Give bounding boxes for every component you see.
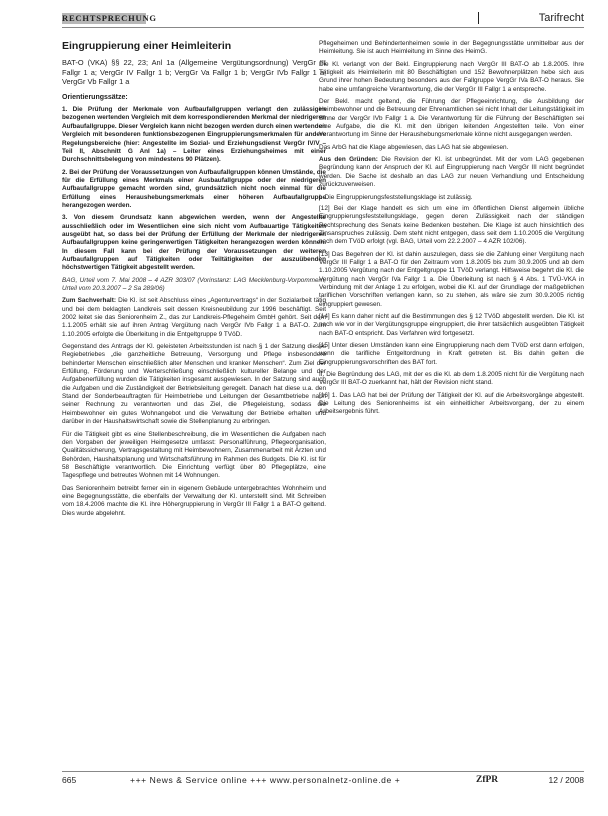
issue-number: 12 / 2008 (548, 775, 584, 785)
numbered-paragraph-14: [14] Es kann daher nicht auf die Bestimmungen des § 12 TVöD abgestellt werden. Die Kl. ist nach wie vor in der Vergütungsgruppe eingruppiert, die ihrer tatsächlich ausgeübten Tätigkeit nach BAT-O entspricht. Das Verfahren wird fortgesetzt. (319, 312, 584, 337)
numbered-paragraph-12: [12] Bei der Klage handelt es sich um eine im öffentlichen Dienst allgemein übliche Eingruppierungsfeststellungsklage, gegen deren Zulässigkeit nach der ständigen Rechtsprechung des Senats keine Bedenken bestehen. Die Klage ist auch hinsichtlich des Zinsanspruches zulässig. Dem steht nicht entgegen, dass seit dem 1.10.2005 die Vergütung nach dem TVöD erfolgt (vgl. BAG, Urteil vom 22.2.2007 – 4 AZR 102/06). (319, 204, 584, 246)
section-heading: I. Die Eingruppierungsfeststellungsklage ist zulässig. (319, 193, 473, 201)
category-label: Tarifrecht (538, 12, 584, 24)
footer-tagline-link[interactable]: +++ News & Service online +++ www.personalnetz-online.de + (130, 775, 401, 785)
numbered-paragraph-16: [16] 1. Das LAG hat bei der Prüfung der Tätigkeit der Kl. auf die Arbeitsvorgänge abgestellt. Die Leitung des Seniorenheims ist ein einheitlicher Arbeitsvorgang, der zu einem Arbeitsergebnis führt. (319, 391, 584, 416)
right-intro-1: Pflegeheimen und Behindertenheimen sowie in der Begegnungsstätte unmittelbar aus der Heimleitung. Sie ist auch Heimleitung im Sinne des HeimG. (319, 40, 584, 56)
left-column (62, 40, 326, 522)
facts-paragraph-2: Gegenstand des Antrags der Kl. geleisteten Arbeitsstunden ist nach § 1 der Satzung dieses Regiebetriebes „die ganzheitliche Betreuung, Versorgung und Pflege insbesondere behinderter Menschen einschließlich alter Menschen und kranker Menschen“. Zum Ziel der Erfüllung, Förderung und Werterschließung einschließlich kultureller Belange und der Aufgabenerfüllung wurden die Tätigkeiten insgesamt ausgewiesen. In der Satzung sind auch die Aufgaben und die Zuständigkeit der Betriebsleitung geregelt. Danach hat diese u.a. den Stand der Sonderbeauftragten für Heimbetriebe und Leitungen der Gesamtbetriebe nach seiner Rechnung zu verantworten und das Ziel, die Pflegeleistung, sodass die Heimbewohner ein gutes Wohnangebot und die Verwaltung der Betriebe erhalten und darüber in der Haushaltswirtschaft sowie die Stellenplanung zu erbringen. (62, 343, 326, 426)
right-column (319, 40, 584, 421)
page-number: 665 (62, 775, 77, 785)
reasons-heading: Aus den Gründen: (319, 156, 378, 164)
principle-3: 3. Von diesem Grundsatz kann abgewichen werden, wenn der Angestellte ausschließlich oder im Wesentlichen eine sich nicht vom Aufbauartige Tätigkeiten ausgeübt hat, so dass bei der Prüfung der Erfüllung der Merkmale der niedrigeren Aufbaufallgruppen keine geringerwertigen Tätigkeiten herangezogen werden können. In diesem Fall kann bei der Prüfung der Voraussetzungen der weiteren Aufbaufallgruppen auf Tätigkeiten oder Teiltätigkeiten der auszuübenden höchstwertigen Tätigkeit abgestellt werden. (62, 214, 326, 272)
facts-paragraph-3: Für die Tätigkeit gibt es eine Stellenbeschreibung, die im Wesentlichen die Aufgaben nach den Vorgaben der jeweiligen Heimgesetze umfasst: Personalführung, Pflegeorganisation, Qualitätssicherung, Vertragsgestaltung mit Heimbewohnern, Zusammenarbeit mit Ärzten und Behörden, Haushaltsplanung und Wirtschaftsführung im Rahmen des Budgets. Die Kl. ist für 58 Beschäftigte verantwortlich. Die Einrichtung verfügt über 80 Pflegeplätze, eine Tagespflege und betreutes Wohnen mit 14 Wohnungen. (62, 430, 326, 480)
reasons-intro: Die Revision der Kl. ist unbegründet. Mit der vom LAG gegebenen Begründung kann der Anspruch der Kl. auf Eingruppierung nach VergGr III nicht begründet werden. Die Sache ist deshalb an das LAG zur neuen Verhandlung und Entscheidung zurückzuverweisen. (319, 156, 584, 189)
right-intro-2: Die Kl. verlangt von der Bekl. Eingruppierung nach VergGr III BAT-O ab 1.8.2005. Ihre Tätigkeit als Heimleiterin mit 80 Beschäftigten und 152 Bewohnerplätzen hebe sich aus Grund ihrer hohen Bedeutung besonders aus der Fallgruppe VergGr IVa BAT-O heraus. Sie habe eine umfangreiche Verantwortung, die der VergGr III Fallgr 1 a entspreche. (319, 60, 584, 93)
principle-2: 2. Bei der Prüfung der Voraussetzungen von Aufbaufallgruppen können Umstände, die für die Erfüllung eines Merkmals einer Ausbaufallgruppe oder der niedrigeren Aufbaufallgruppe gemacht worden sind, grundsätzlich nicht noch einmal für die Erfüllung eines Heraushebungsmerkmals einer höheren Aufbaufallgruppe herangezogen werden. (62, 168, 326, 209)
section-ii-paragraph: II. Die Begründung des LAG, mit der es die Kl. ab dem 1.8.2005 nicht für die Vergütung nach VergGr III BAT-O zuerkannt hat, hält der Revision nicht stand. (319, 371, 584, 387)
principle-1: 1. Die Prüfung der Merkmale von Aufbaufallgruppen verlangt den zulässigen bezogenen wertenden Vergleich mit dem korrespondierenden Merkmal der niedrigeren Aufbaufallgruppe. Dieser Vergleich kann nicht bezogen werden durch einen wertenden Vergleich mit besonderen funktionsbezogenen Eingruppierungsmerkmalen für andere Regelungsbereiche (hier: Angestellte im Sozial- und Erziehungsdienst VergGr IV/V – Teil II, Abschnitt G Anl 1a) – Leiter eines Erziehungsheimes mit einer Durchschnittsbelegung von mindestens 90 Plätzen). (62, 106, 326, 164)
header-divider (478, 12, 479, 24)
section-label: RECHTSPRECHUNG (62, 13, 157, 23)
statute-lead: BAT-O (VKA) §§ 22, 23; Anl 1a (Allgemeine Vergütungsordnung) VergGr III Fallgr 1 a; VergGr IV Fallgr 1 b; VergGr Va Fallgr 1 b; VergGr IVb Fallgr 1 a; VergGr Vb Fallgr 1 a (62, 58, 326, 87)
numbered-paragraph-15: [15] Unter diesen Umständen kann eine Eingruppierung nach dem TVöD erst dann erfolgen, wenn die tarifliche Entgeltordnung in Kraft getreten ist. Bis dahin gelten die Eingruppierungsvorschriften des BAT fort. (319, 342, 584, 366)
principles-heading: Orientierungssätze: (62, 93, 128, 101)
reasons-paragraph (319, 156, 584, 189)
facts-paragraph-4: Das Seniorenheim betreibt ferner ein in eigenem Gebäude untergebrachtes Wohnheim und eine Begegnungsstätte, die ebenfalls der Verwaltung der Kl. unterstellt sind. Mit Schreiben vom 18.4.2006 machte die Kl. ihre Höhergruppierung in VergGr III Fallgr 1 a BAT-O geltend. Dies wurde abgelehnt. (62, 484, 326, 517)
facts-heading: Zum Sachverhalt: (62, 297, 116, 305)
journal-logo: ZfPR (476, 775, 499, 785)
right-intro-3: Der Bekl. macht geltend, die Führung der Pflegeeinrichtung, die Ausbildung der Heimbewohner und die Betreuung der Ehrenamtlichen sei nicht Inhalt der Leitungstätigkeit im Sinne der VergGr IVb Fallgr 1 a. Die Verantwortung für die Führung der Beschäftigten sei eine Aufgabe, die die Kl. mit den übrigen leitenden Angestellten teile. Von einer Verantwortung im Sinne der Heraushebungsmerkmale könne nicht ausgegangen werden. (319, 98, 584, 139)
citation: BAG, Urteil vom 7. Mai 2008 – 4 AZR 303/07 (Vorinstanz: LAG Mecklenburg-Vorpommern, Urteil vom 20.3.2007 – 2 Sa 289/06) (62, 276, 326, 292)
right-intro-4: Das ArbG hat die Klage abgewiesen, das LAG hat sie abgewiesen. (319, 143, 509, 151)
facts-paragraph-1 (62, 297, 326, 339)
footer-rule (62, 771, 584, 772)
article-title: Eingruppierung einer Heimleiterin (62, 40, 232, 52)
numbered-paragraph-13: [13] Das Begehren der Kl. ist dahin auszulegen, dass sie die Zahlung einer Vergütung nach VergGr III Fallgr 1 a BAT-O für den Zeitraum vom 1.8.2005 bis zum 30.9.2005 und ab dem 1.10.2005 Vergütung nach der Entgeltgruppe 11 TVöD verlangt. Hilfsweise begehrt die Kl. die Vergütung nach VergGr IVa Fallgr 1 a. Die Überleitung ist nach § 4 Abs. 1 TVÜ-VKA in Verbindung mit der Anlage 1 zu erfolgen, wobei die Kl. auf der Grundlage der maßgeblichen tariflichen Vorschriften verlangen kann, so zu stehen, als wäre sie zum 30.9.2005 richtig eingruppiert gewesen. (319, 250, 584, 308)
facts-text-1: Die Kl. ist seit Abschluss eines „Agenturvertrags“ in der Sozialarbeit tätig und bei dem beklagten Landkreis seit dessen Kreisneubildung zur 1996 beschäftigt. Seit 2002 leitet sie das Seniorenheim Z., das zur Landkreis-Pflegeheim GmbH gehört. Seit dem 1.1.2005 erhält sie auf ihren Antrag Vergütung nach VergGr IVb Fallgr 1 a BAT-O. Zum 1.10.2005 erfolgte die Überleitung in die Entgeltgruppe 9 TVöD. (62, 297, 327, 338)
header-rule (62, 27, 584, 28)
